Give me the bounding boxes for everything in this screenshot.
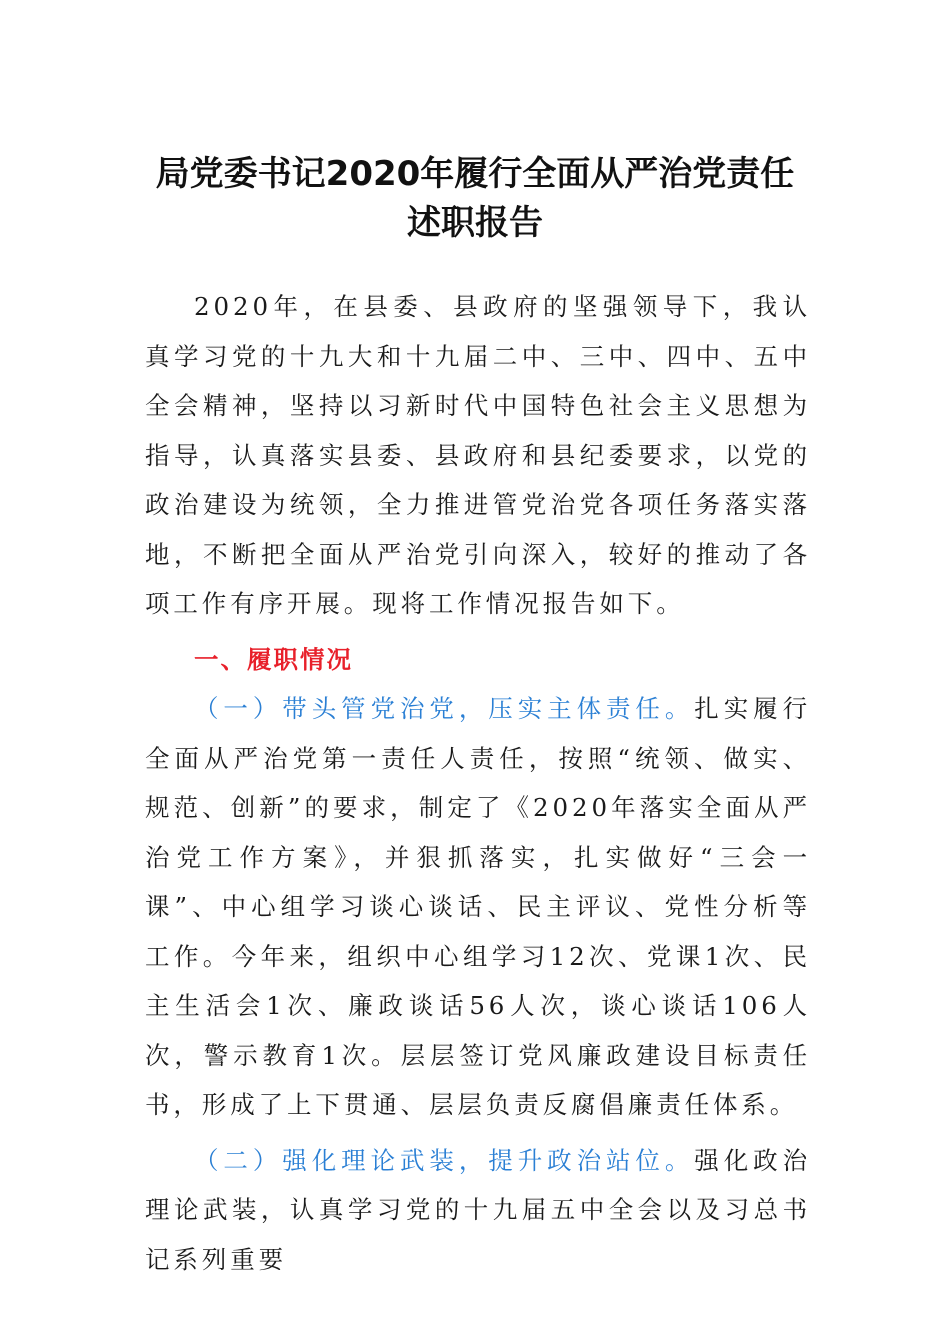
subsection-heading-2: （二）强化理论武装，提升政治站位。 <box>194 1145 695 1175</box>
subsection-text-2: 强化政治理论武装，认真学习党的十九届五中全会以及习总书记系列重要 <box>145 1145 811 1274</box>
section-heading-1: 一、履职情况 <box>194 644 353 674</box>
subsection-text-1: 扎实履行全面从严治党第一责任人责任，按照“统领、做实、规范、创新”的要求，制定了《2020年落实全面从严治党工作方案》，并狠抓落实，扎实做好“三会一课”、中心组学习谈心谈话、民主评议、党性分析等工作。今年来，组织中心组学习12次、党课1次、民主生活会1次、廉政谈话56人次，谈心谈话106人次，警示教育1次。层层签订党风廉政建设目标责任书，形成了上下贯通、层层负责反腐倡廉责任体系。 <box>145 694 811 1119</box>
intro-paragraph: 2020年，在县委、县政府的坚强领导下，我认真学习党的十九大和十九届二中、三中、四中、五中全会精神，坚持以习新时代中国特色社会主义思想为指导，认真落实县委、县政府和县纪委要求，以党的政治建设为统领，全力推进管党治党各项任务落实落地，不断把全面从严治党引向深入，较好的推动了各项工作有序开展。现将工作情况报告如下。 <box>145 292 811 618</box>
document-title-line-1: 局党委书记2020年履行全面从严治党责任 <box>155 154 795 194</box>
subsection-paragraph-2 <box>145 1136 811 1285</box>
subsection-heading-1: （一）带头管党治党，压实主体责任。 <box>194 694 695 723</box>
subsection-paragraph-1 <box>145 684 811 1130</box>
document-title-line-2: 述职报告 <box>407 203 543 243</box>
document-body <box>145 282 811 1284</box>
